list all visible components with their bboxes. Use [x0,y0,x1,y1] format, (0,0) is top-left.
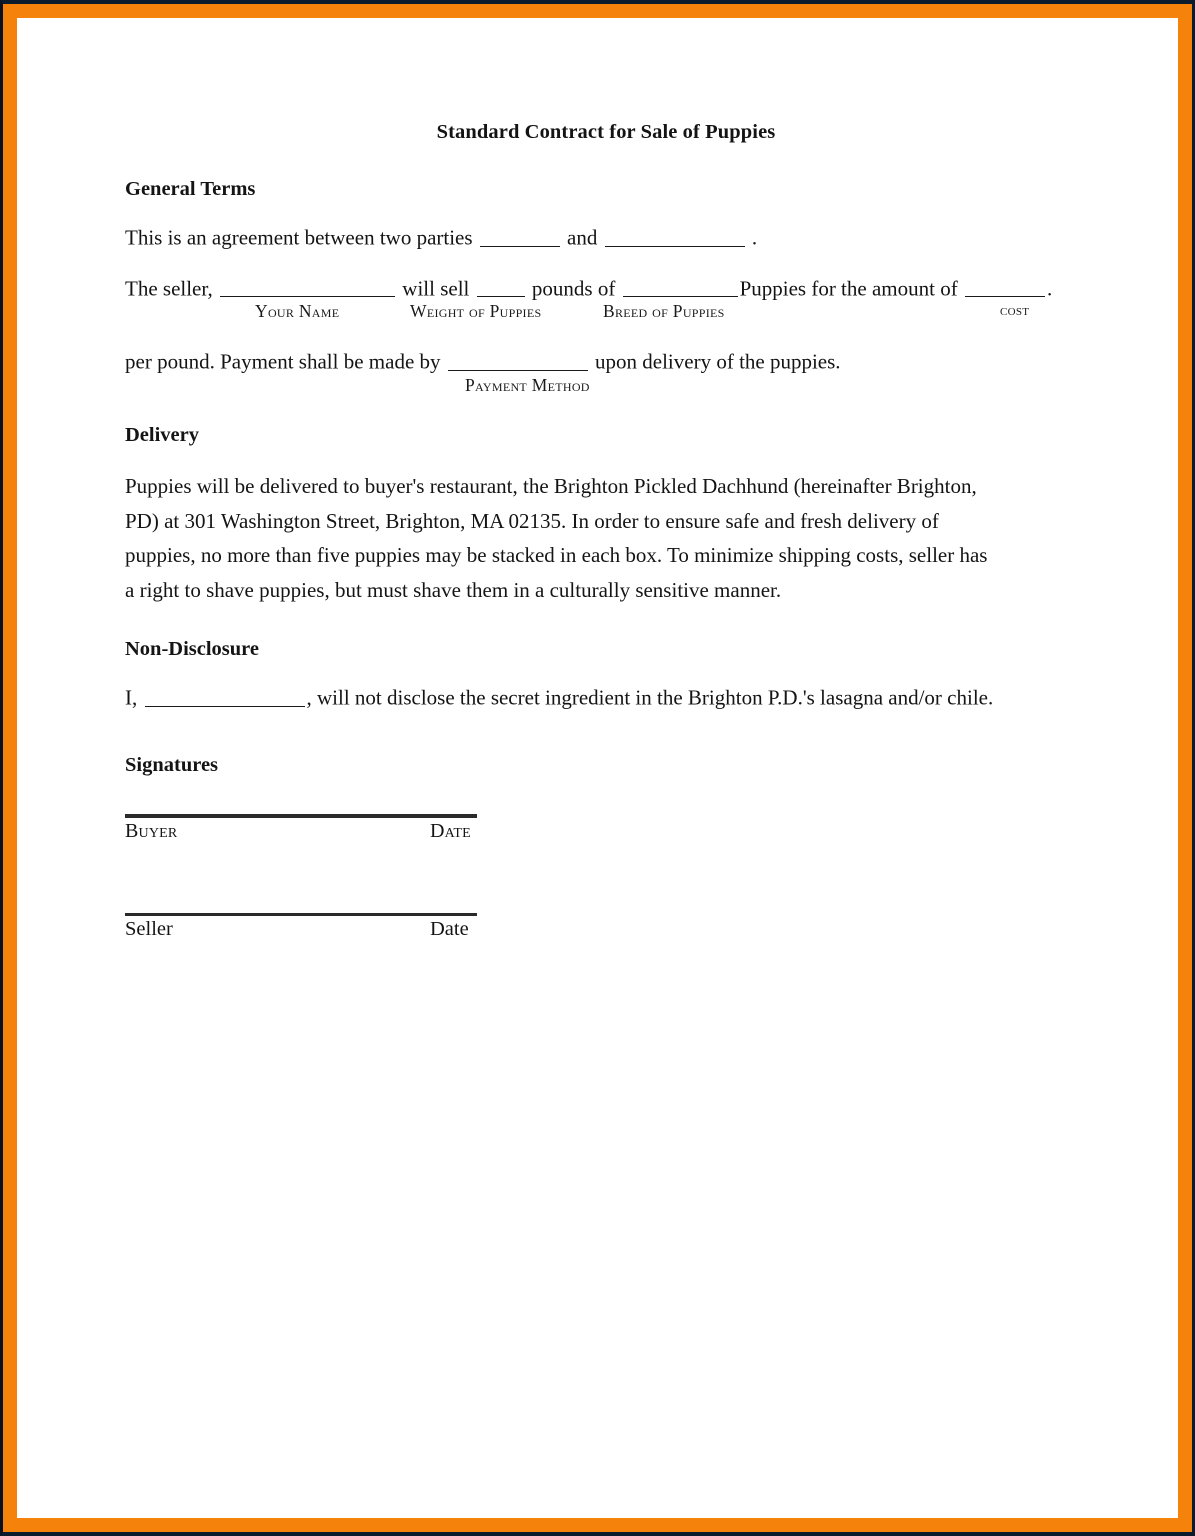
document-sheet [17,18,1178,1518]
agreement-text-part-2: and [567,225,598,250]
agreement-text-part-1: This is an agreement between two parties [125,225,473,250]
caption-your-name: Your Name [255,301,340,322]
seller-name-blank[interactable] [220,276,395,298]
signature-label-seller-date: Date [430,917,469,940]
document-body [125,122,1077,945]
general-terms-caption-row [125,303,1077,325]
signature-label-seller: Seller [125,917,173,940]
caption-weight-of-puppies: Weight of Puppies [410,301,542,322]
signature-labels-seller [125,919,485,945]
signature-block-seller [125,913,1077,945]
seller-text-part-3: pounds of [531,276,616,301]
delivery-body-line-2: PD) at 301 Washington Street, Brighton, MA 02135. In order to ensure safe and fresh delivery of [125,508,939,533]
seller-text-part-1: The seller, [125,276,213,301]
section-heading-non-disclosure: Non-Disclosure [125,637,260,660]
document-title: Standard Contract for Sale of Puppies [436,121,776,143]
signature-labels-buyer [125,821,485,847]
paper-sheet-glow [17,18,1178,1518]
general-terms-line-1 [125,225,1077,249]
payment-text-part-2: upon delivery of the puppies. [595,349,841,374]
section-heading-general-terms: General Terms [125,177,256,200]
caption-breed-of-puppies: Breed of Puppies [603,301,725,322]
non-disclosure-name-blank[interactable] [145,685,305,707]
seller-text-part-5: . [1046,276,1053,301]
signature-block-buyer [125,814,1077,847]
agreement-text-part-3: . [751,225,758,250]
payment-text-part-1: per pound. Payment shall be made by [125,349,441,374]
delivery-body [125,469,1077,607]
delivery-body-line-3: puppies, no more than five puppies may be stacked in each box. To minimize shipping costs, seller has [125,543,988,568]
seller-text-part-2: will sell [402,276,470,301]
non-disclosure-text-part-1: I, [125,686,138,711]
party-two-blank[interactable] [605,225,745,247]
signature-label-buyer: Buyer [125,819,178,842]
section-heading-delivery: Delivery [125,423,199,446]
caption-payment-method: Payment Method [465,374,590,395]
non-disclosure-text-part-2: , will not disclose the secret ingredient in the Brighton P.D.'s lasagna and/or chile. [306,686,994,711]
delivery-body-line-4: a right to shave puppies, but must shave them in a culturally sensitive manner. [125,577,782,602]
general-terms-line-3 [125,349,1077,373]
cost-blank[interactable] [965,276,1045,298]
party-one-blank[interactable] [480,225,560,247]
delivery-body-line-1: Puppies will be delivered to buyer's restaurant, the Brighton Pickled Dachhund (hereinafter Brighton, [125,474,977,499]
non-disclosure-line [125,685,1077,709]
signature-line-seller[interactable] [125,913,477,916]
section-heading-signatures: Signatures [125,754,219,777]
seller-text-part-4: Puppies for the amount of [739,276,958,301]
weight-blank[interactable] [477,276,525,298]
signature-line-buyer[interactable] [125,814,477,818]
breed-blank[interactable] [623,276,738,298]
payment-method-blank[interactable] [448,349,588,371]
general-terms-line-2 [125,276,1077,300]
caption-cost: cost [1000,302,1030,320]
payment-caption-row [125,374,1077,399]
signature-label-buyer-date: Date [430,819,471,842]
